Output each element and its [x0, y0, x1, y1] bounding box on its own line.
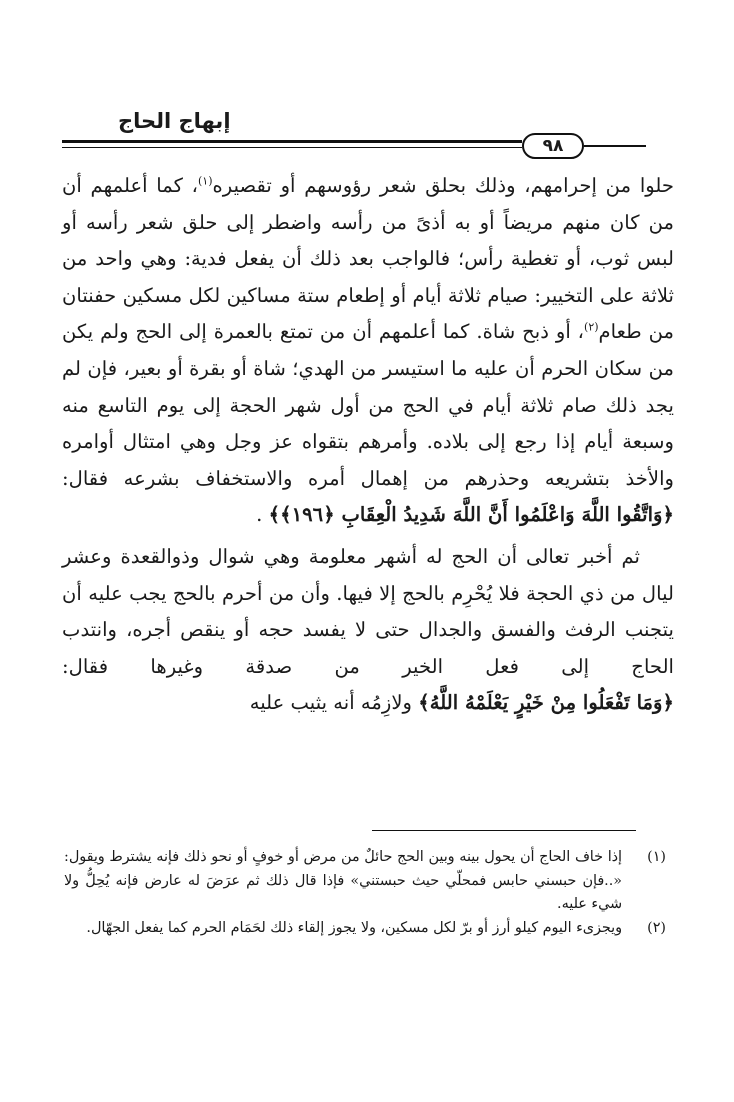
- footnote-1: [64, 846, 666, 917]
- paragraph-2: [62, 539, 674, 722]
- footnote-text: ويجزىء اليوم كيلو أرز أو برّ لكل مسكين، ولا يجوز إلقاء ذلك لحَمَام الحرم كما يفعل الجهّال.: [86, 919, 622, 936]
- footnote-2: [64, 917, 666, 941]
- quran-verse-1: ﴿وَاتَّقُوا اللَّهَ وَاعْلَمُوا أَنَّ اللَّهَ شَدِيدُ الْعِقَابِ ﴿١٩٦﴾﴾: [268, 503, 674, 527]
- paragraph-2-text-a: ثم أخبر تعالى أن الحج له أشهر معلومة وهي شوال وذوالقعدة وعشر ليال من ذي الحجة فلا يُحْرِم بالحج إلا فيها. وأن من أحرم بالحج يجب عليه أن يتجنب الرفث والفسق والجدال حتى لا يفسد حجه أو ينقص أجره، وانتدب الحاج إلى فعل الخير من صدقة وغيرها فقال:: [62, 544, 674, 678]
- page-number: ٩٨: [542, 136, 564, 156]
- paragraph-1-end: .: [256, 503, 269, 527]
- footnote-ref-2: (٢): [584, 320, 599, 334]
- main-text: [62, 168, 674, 722]
- footnote-number: (٢): [647, 919, 666, 936]
- quran-verse-2: ﴿وَمَا تَفْعَلُوا مِنْ خَيْرٍ يَعْلَمْهُ اللَّهُ﴾: [418, 691, 674, 715]
- page-number-badge: [522, 133, 584, 159]
- header-rule-thin: [62, 147, 522, 148]
- paragraph-1-text-b: ، كما أعلمهم أن من كان منهم مريضاً أو به أذىً من رأسه واضطر إلى حلق شعر رأسه أو لبس ثوب، أو تغطية رأس؛ فالواجب بعد ذلك أن يفعل فدية: وهي واحد من ثلاثة على التخيير: صيام ثلاثة أيام أو إطعام ستة مساكين لكل مسكين حفنتان من طعام: [62, 174, 674, 344]
- header-rule-thick: [62, 140, 522, 143]
- paragraph-1-text-a: حلوا من إحرامهم، وذلك بحلق شعر رؤوسهم أو تقصيره: [212, 174, 674, 197]
- page-header-title: إبهاج الحاج: [118, 109, 231, 133]
- header-rule-right: [584, 145, 646, 147]
- paragraph-2-text-b: ولازِمُه أنه يثيب عليه: [249, 691, 419, 715]
- footnote-number: (١): [647, 849, 666, 865]
- paragraph-1: [62, 168, 674, 534]
- footnote-text: إذا خاف الحاج أن يحول بينه وبين الحج حائلٌ من مرض أو خوفٍ أو نحو ذلك فإنه يشترط ويقول: «..فإن حبسني حابس فمحلّي حيث حبستني» فإذا قال ذلك ثم عرَضَ له عارض فإنه يُحِلُّ ولا شيء عليه.: [64, 849, 622, 912]
- paragraph-1-text-c: ، أو ذبح شاة. كما أعلمهم أن من تمتع بالعمرة إلى الحج ولم يكن من سكان الحرم أن عليه ما استيسر من الهدي؛ شاة أو بقرة أو بعير، فإن لم يجد ذلك صام ثلاثة أيام في الحج من أول شهر الحجة إلى يوم التاسع منه وسبعة أيام إذا رجع إلى بلاده. وأمرهم بتقواه عز وجل وهي امتثال أوامره والأخذ بتشريعه وحذرهم من إهمال أمره والاستخفاف بشرعه فقال:: [62, 320, 674, 490]
- footnotes: [64, 846, 666, 940]
- footnote-separator: [372, 830, 636, 831]
- footnote-ref-1: (١): [197, 174, 213, 188]
